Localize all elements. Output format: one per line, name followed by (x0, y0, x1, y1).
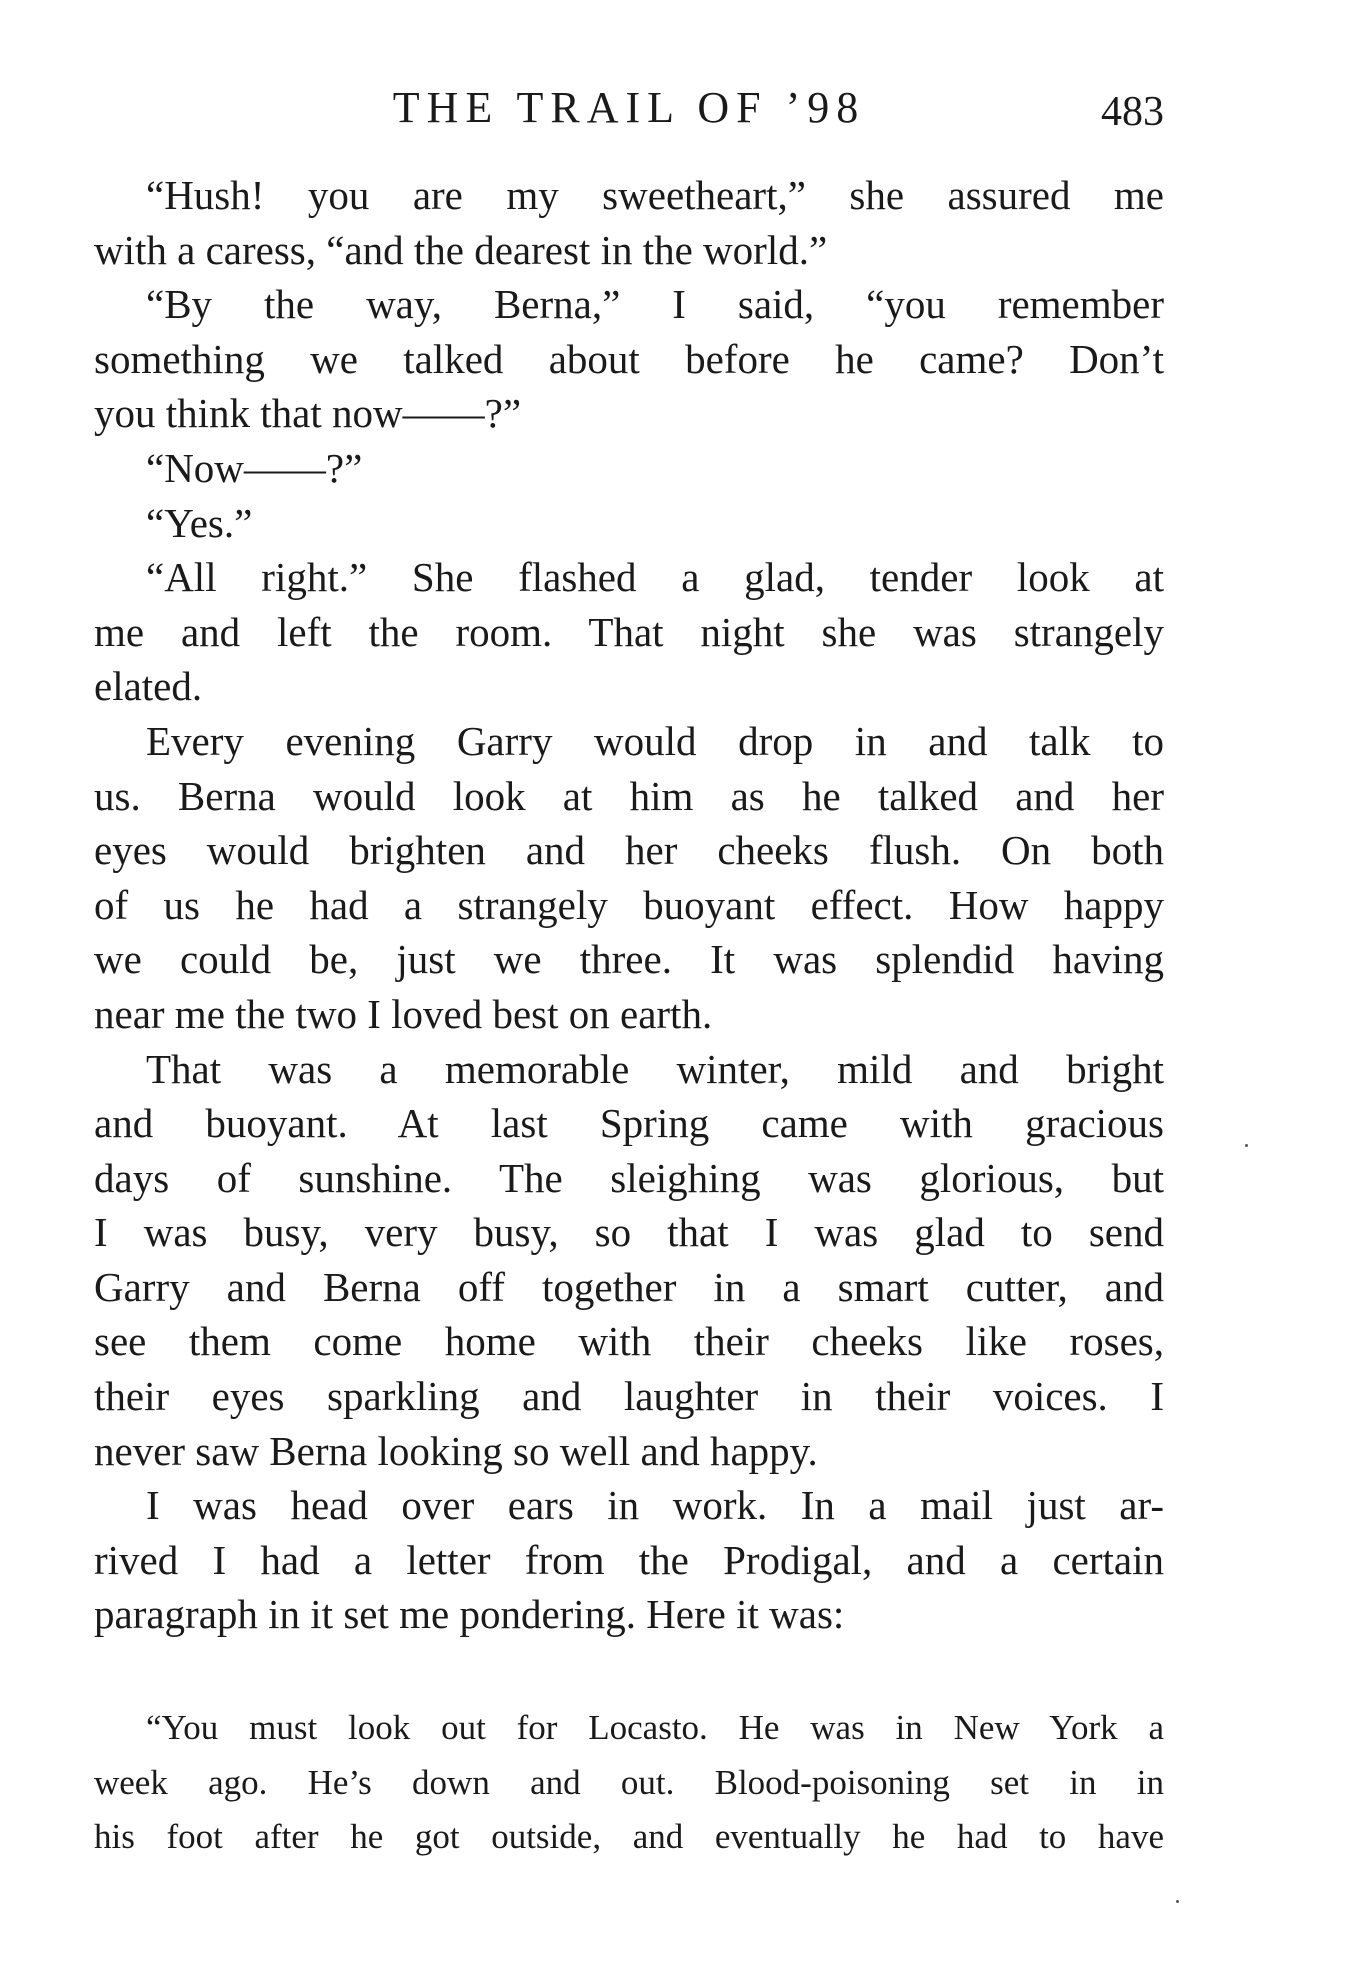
text-line: “Now——?” (146, 444, 363, 491)
text-line: eyes would brighten and her cheeks flush. On both (94, 827, 1164, 874)
extract-line: his foot after he got outside, and eventually he had to have (94, 1817, 1164, 1857)
text-line: of us he had a strangely buoyant effect. How happy (94, 881, 1164, 928)
text-line: “By the way, Berna,” I said, “you remember (146, 281, 1164, 328)
text-line: see them come home with their cheeks like roses, (94, 1318, 1164, 1365)
running-head (94, 78, 1164, 138)
text-line: paragraph in it set me pondering. Here it was: (94, 1591, 845, 1638)
text-line: That was a memorable winter, mild and bright (146, 1045, 1164, 1092)
text-line: me and left the room. That night she was strangely (94, 608, 1164, 655)
paper-speck (1176, 1900, 1179, 1903)
body-text (94, 168, 1164, 1642)
text-line: near me the two I loved best on earth. (94, 990, 713, 1037)
text-line: “Hush! you are my sweetheart,” she assured me (146, 172, 1164, 218)
text-line: something we talked about before he came? Don’t (94, 335, 1164, 382)
text-line: I was head over ears in work. In a mail just ar- (146, 1482, 1164, 1529)
text-line: you think that now——?” (94, 390, 522, 437)
letter-extract (94, 1702, 1164, 1866)
text-line: and buoyant. At last Spring came with gracious (94, 1100, 1164, 1147)
running-title: THE TRAIL OF ’98 (392, 83, 866, 132)
text-line: we could be, just we three. It was splendid having (94, 936, 1164, 983)
text-line: never saw Berna looking so well and happy. (94, 1427, 818, 1474)
text-line: their eyes sparkling and laughter in their voices. I (94, 1373, 1164, 1420)
paper-speck (1245, 1144, 1248, 1147)
text-line: Garry and Berna off together in a smart cutter, and (94, 1263, 1164, 1310)
text-line: elated. (94, 663, 203, 710)
text-line: us. Berna would look at him as he talked and her (94, 772, 1164, 819)
text-line: “All right.” She flashed a glad, tender look at (146, 554, 1164, 601)
text-line: with a caress, “and the dearest in the world.” (94, 226, 828, 273)
extract-line: week ago. He’s down and out. Blood-poisoning set in in (94, 1762, 1164, 1802)
page-number: 483 (1101, 89, 1164, 135)
text-line: “Yes.” (146, 499, 253, 546)
text-line: I was busy, very busy, so that I was glad to send (94, 1209, 1164, 1256)
text-line: Every evening Garry would drop in and talk to (146, 717, 1164, 764)
extract-line: “You must look out for Locasto. He was in New York a (146, 1708, 1164, 1747)
text-line: days of sunshine. The sleighing was glorious, but (94, 1154, 1164, 1201)
text-line: rived I had a letter from the Prodigal, and a certain (94, 1536, 1164, 1583)
